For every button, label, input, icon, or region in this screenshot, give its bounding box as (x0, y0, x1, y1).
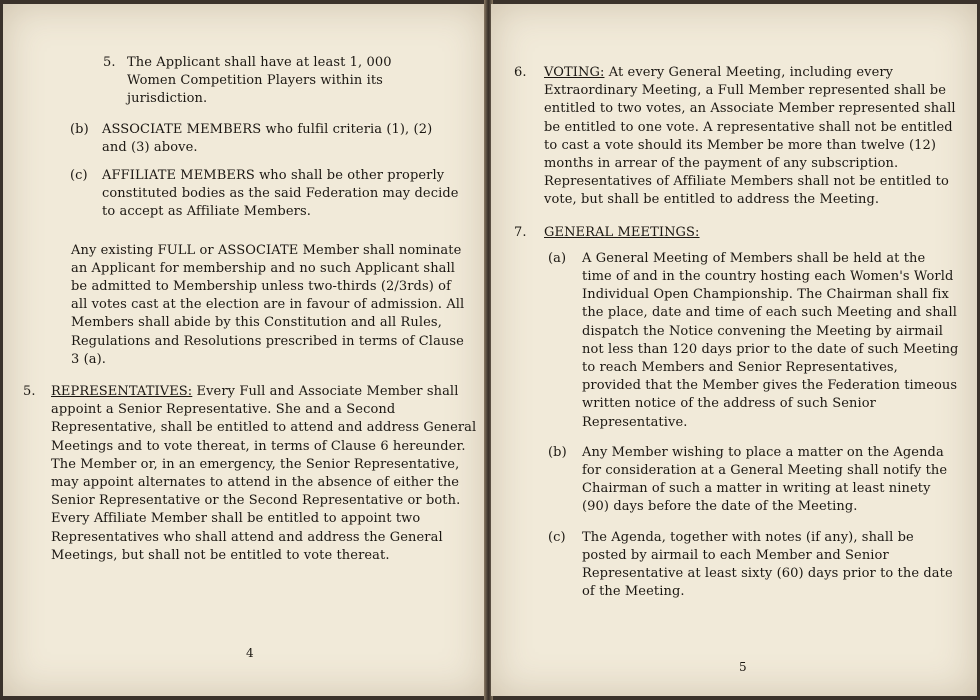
item-label: (b) (70, 121, 89, 137)
left-page-content (23, 54, 478, 565)
associate-members-item (70, 121, 478, 157)
section-number: 6. (514, 65, 527, 80)
section-heading: REPRESENTATIVES: (51, 384, 193, 400)
item-text: A General Meeting of Members shall be held at the time of and in the country hosting each Women's World Individual Open Championship. The Chairman shall fix the place, date and time of each such Meeting and shall dispatch the Notice convening the Meeting by airmail not less than 120 days prior to the date of such Meeting to reach Members and Senior Representatives, provided that the Member gives the Federation timeous written notice of the address of such Senior Representative. (582, 250, 959, 430)
section-5-representatives (23, 383, 478, 565)
item-label: 5. (103, 55, 116, 70)
section-body (51, 383, 478, 565)
general-meeting-item-c (548, 529, 959, 602)
section-7-general-meetings (514, 224, 959, 602)
membership-criterion-5 (103, 54, 478, 109)
left-page (3, 4, 486, 696)
item-label: (c) (70, 168, 88, 184)
section-heading: GENERAL MEETINGS: (544, 224, 700, 240)
right-page (491, 4, 977, 696)
affiliate-members-item (70, 167, 478, 222)
admission-paragraph: Any existing FULL or ASSOCIATE Member shall nominate an Applicant for membership and no such Applicant shall be admitted to Membership unless two-thirds (2/3rds) of all votes cast at the election are in favour of admission. All Members shall abide by this Constitution and all Rules, Regulations and Resolutions prescribed in terms of Clause 3 (a). (71, 242, 465, 367)
item-label: (b) (548, 444, 567, 460)
page-number: 4 (246, 646, 254, 660)
general-meeting-item-a (548, 250, 959, 432)
item-label: (a) (548, 250, 567, 266)
item-text: Any Member wishing to place a matter on the Agenda for consideration at a General Meeting shall notify the Chairman of such a matter in writing at least ninety (90) days before the date of the Meeting. (582, 444, 948, 515)
section-text: At every General Meeting, including every Extraordinary Meeting, a Full Member represented shall be entitled to two votes, an Associate Member represented shall be entitled to one vote. A representative shall not be entitled to cast a vote should its Member be more than twelve (12) months in arrear of the payment of any subscription. Representatives of Affiliate Members shall not be entitled to vote, but shall be entitled to address the Meeting. (544, 65, 956, 208)
section-heading: VOTING: (544, 65, 605, 80)
item-label: (c) (548, 529, 566, 545)
item-text: The Applicant shall have at least 1, 000 Women Competition Players within its jurisdiction. (127, 55, 392, 107)
section-number: 5. (23, 384, 36, 400)
section-number: 7. (514, 224, 527, 240)
page-number: 5 (739, 660, 747, 674)
item-text: AFFILIATE MEMBERS who shall be other properly constituted bodies as the said Federation may decide to accept as Affiliate Members. (102, 168, 459, 220)
section-text: Every Full and Associate Member shall appoint a Senior Representative. She and a Second Representative, shall be entitled to attend and address General Meetings and to vote thereat, in terms of Clause 6 hereunder. The Member or, in an emergency, the Senior Representative, may appoint alternates to attend in the absence of either the Senior Representative or the Second Representative or both. Every Affiliate Member shall be entitled to appoint two Representatives who shall attend and address the General Meetings, but shall not be entitled to vote thereat. (51, 384, 477, 563)
right-page-content (514, 64, 959, 601)
section-6-voting (514, 64, 959, 210)
general-meeting-item-b (548, 444, 959, 517)
item-text: The Agenda, together with notes (if any), shall be posted by airmail to each Member and Senior Representative at least sixty (60) days prior to the date of the Meeting. (582, 529, 953, 600)
item-text: ASSOCIATE MEMBERS who fulfil criteria (1), (2) and (3) above. (102, 121, 433, 155)
section-body (544, 64, 959, 210)
